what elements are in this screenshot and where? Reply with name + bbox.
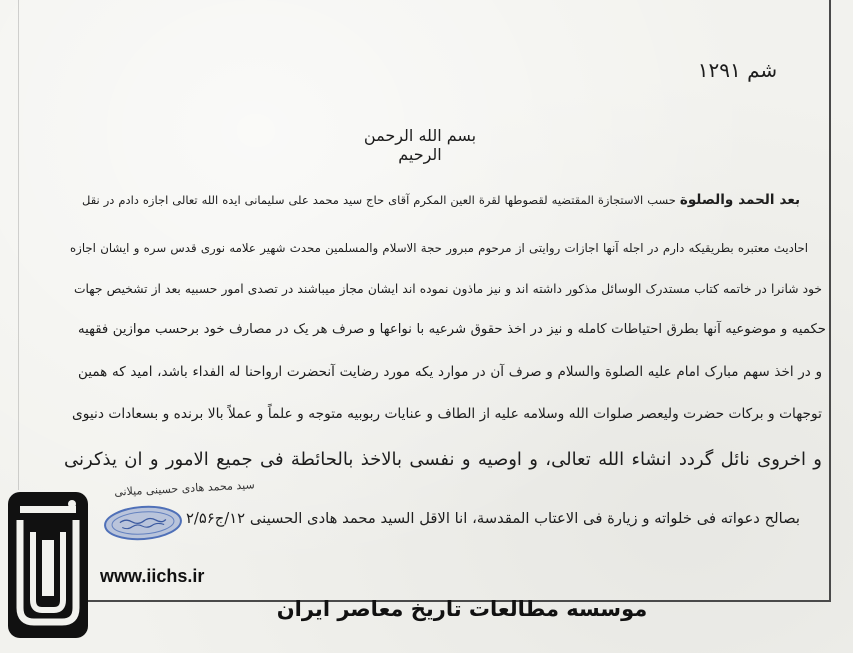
text-line-1 [82, 190, 800, 210]
opening-phrase: بعد الحمد والصلوة [679, 192, 801, 208]
text-line-1-body: حسب الاستجازة المقتضیه لقصوطها لقرة العین المکرم آقای حاج سید محمد علی سلیمانی ایده الله تعالی اجازه دادم در نقل [82, 193, 676, 207]
text-line-5: و در اخذ سهم مبارک امام علیه الصلوة والسلام و صرف آن در موارد یکه مورد رضایت آنحضرت ارواحنا له الفداء باشد، امید که همین [78, 364, 822, 380]
page-edge-left [18, 0, 19, 490]
text-line-8: بصالح دعواته فی خلواته و زیارة فی الاعتاب المقدسة، انا الاقل السید محمد هادی الحسینی ۱۲/ج۲/۵۶ [186, 510, 800, 527]
document-number: شم ۱۲۹۱ [697, 58, 778, 82]
text-line-3: خود شانرا در خاتمه کتاب مستدرک الوسائل مذکور داشته اند و نیز ماذون نموده اند ایشان مجاز میباشند در تصدی امور حسبیه بعد از تشخیص جهات [74, 282, 822, 296]
basmala-heading: بسم الله الرحمن الرحیم [363, 126, 477, 164]
text-line-6: توجهات و برکات حضرت ولیعصر صلوات الله وسلامه علیه از الطاف و عنایات ربوبیه متوجه و علماً و عملاً بالا برنده و بسعادات دنیوی [72, 406, 822, 422]
institute-name: موسسه مطالعات تاریخ معاصر ایران [276, 597, 648, 621]
text-line-7: و اخروی نائل گردد انشاء الله تعالی، و اوصیه و نفسی بالاخذ بالحائطة فی جمیع الامور و ان یذکرنی [64, 449, 822, 470]
iichs-logo-icon [6, 490, 90, 640]
page-border-right [829, 0, 831, 602]
website-url: www.iichs.ir [100, 566, 205, 586]
text-line-4: حکمیه و موضوعیه آنها بطرق احتیاطات کامله و نیز در اخذ حقوق شرعیه با نواعها و صرف هر یک در مصارف خود برحسب موازین فقهیه [78, 322, 826, 337]
handwritten-signature: سید محمد هادی حسینی میلانی [113, 478, 255, 499]
text-line-2: احادیث معتبره بطریقیکه دارم در اجله آنها اجازات روایتی از مرحوم مبرور حجة الاسلام والمسلمین محدث شهیر علامه نوری قدس سره و ایشان اجازه [70, 241, 808, 255]
seal-stamp-icon [102, 503, 184, 543]
